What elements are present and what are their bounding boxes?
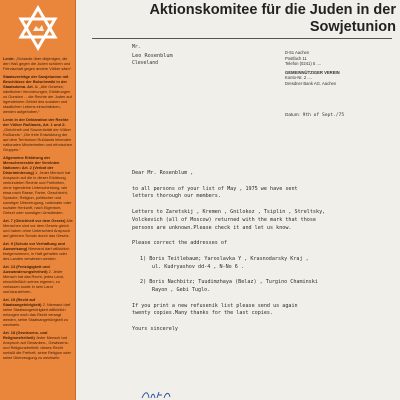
contact-pobox: Postfach 11	[285, 55, 307, 61]
sidebar-paragraph-text: Alle Menschen sind vor dem Gesetz gleich und haben ohne Unterschied Anspruch auf gleichen Schutz durch das Gesetz.	[3, 218, 73, 238]
paragraph-1-line: letters thorough our members.	[132, 193, 221, 200]
sidebar-paragraph-heading: Art. 9 (Schutz vor Verhaftung und Ausweisung)	[3, 241, 65, 251]
paragraph-1-line: to all persons of your list of May , 1975 we have sent	[132, 185, 298, 192]
correction-2-line: Rayon , Gebi Tuglo.	[152, 286, 211, 293]
sidebar-paragraph-heading: Art. 13 (Freizügigkeit und Auswanderungsfreiheit)	[3, 264, 50, 274]
paragraph-2-line: persons are unknown.Please check it and let us know.	[132, 224, 292, 231]
star-of-david-logo	[14, 4, 62, 52]
recipient-name: Leo Rosenblum	[132, 53, 173, 59]
recipient-title: Mr.	[132, 45, 141, 50]
sidebar-paragraph-heading: Art. 15 (Recht auf Staatsangehörigkeit)	[3, 297, 42, 307]
sidebar-paragraph-heading: Art. 7 (Gleichheit vor dem Gesetz)	[3, 218, 66, 223]
date-value: 9th of Sept./75	[302, 113, 345, 118]
sidebar-paragraph-text: Niemand darf willkürlich festgenommen, in Haft gehalten oder des Landes verwiesen werden.	[3, 246, 70, 261]
sidebar-paragraph-heading: Staatsverträge der Sowjetunion mit Beschlüsse der Bolschewiki in der Staatsdoma. Art. 1:	[3, 74, 69, 89]
sidebar-paragraph	[3, 297, 73, 327]
header-rule	[92, 38, 392, 39]
paragraph-4-line: If you print a new refusenik list please send us again	[132, 302, 298, 309]
closing: Yours sincerely	[132, 325, 179, 332]
sidebar-paragraph	[3, 56, 73, 71]
letter-date	[285, 112, 344, 118]
contact-phone: Telefon (0241) 5 ....	[285, 61, 322, 67]
sidebar-rights-column	[0, 0, 76, 400]
salutation: Dear Mr. Rosenblum ,	[132, 170, 194, 176]
letter-body	[132, 170, 396, 334]
sidebar-paragraph-text: Jeder Mensch hat Anspruch auf Gedanken-, Gewissens- und Religionsfreiheit; dieses Recht umfaßt die Freiheit, seine Religion oder seine Überzeugung zu wechseln.	[3, 335, 71, 360]
sidebar-paragraph-heading: Allgemeine Erklärung der Menschenrechte der Vereinten Nationen: Art. 2 (Verbot der Diskriminierung)	[3, 155, 60, 175]
handwritten-signature	[140, 390, 180, 400]
contact-block	[285, 50, 395, 87]
sidebar-paragraph	[3, 155, 73, 215]
contact-account: Konto-Nr. 2 ....	[285, 75, 312, 81]
correction-1-line: ul. Kudryashov dd-4 , N-No 6 .	[152, 263, 245, 270]
sidebar-paragraph	[3, 218, 73, 238]
paragraph-2-line: Letters to Zaretskij , Kremen , Gnilokoz , Tsiplin , Streltsky,	[132, 208, 326, 215]
sidebar-paragraph	[3, 241, 73, 261]
sidebar-paragraph-text: 2. Jeder Mensch hat das Recht, jedes Land, einschließlich seines eigenen, zu verlassen sowie in sein Land zurückzukehren.	[3, 269, 64, 294]
correction-1-line: 1) Boris Teitlebaum; Yaroslavka Y , Krasnodarsky Kraj ,	[140, 255, 309, 262]
sidebar-paragraph	[3, 330, 73, 360]
sidebar-paragraph-text: „Gleichheit und Souveränität der Völker Rußlands.“ „Die freie Entwicklung der auf dem Territorium Rußlands lebenden nationalen Minderheiten und ethnischen Gruppen.“	[3, 127, 73, 152]
paragraph-4-line: twenty copies.Many thanks for the last copies.	[132, 310, 274, 317]
org-title-line2: Sowjetunion	[309, 19, 396, 35]
contact-city: D-51 Aachen	[285, 50, 310, 55]
paragraph-1	[132, 186, 396, 202]
address-correction-2	[132, 279, 396, 295]
sidebar-paragraph-text: „Alle Gesetze, sämtlichen Verordnungen, Erklärungen zu Gunsten ... die Rechte der Juden auf irgendeinem Gebiet des sozialen und staatlichen Lebens einschränken, werden aufgehoben.“	[3, 84, 72, 114]
paragraph-3-intro: Please correct the addresses of	[132, 240, 228, 247]
sidebar-paragraph-heading: Lenin in der Deklaration der Rechte der Völker Rußlands, Art. 1 und 2:	[3, 117, 69, 127]
organization-title	[92, 2, 396, 36]
sidebar-paragraph	[3, 117, 73, 152]
sidebar-paragraph	[3, 264, 73, 294]
paragraph-2-line: Volckevich (all of Moscow) returned with the mark that those	[132, 216, 317, 223]
sidebar-text	[3, 56, 73, 400]
date-label: Datum:	[285, 112, 300, 117]
sidebar-paragraph	[3, 74, 73, 114]
correction-2-line: 2) Boris Nachbitz; Tuudimzhaya (Belaz) , Turgino Chaminski	[140, 279, 318, 286]
sidebar-paragraph-text: 1. Jeder Mensch hat Anspruch auf die in dieser Erklärung verkündeten Rechte und Freiheiten, ohne irgendeine Unterscheidung, wie etwa nach Rasse, Farbe, Geschlecht, Sprache, Religion, politischer und sonstiger Überzeugung, nationaler oder sozialer Herkunft, nach Eigentum, Geburt oder sonstigen Umständen.	[3, 170, 72, 215]
recipient-city: Cleveland	[132, 61, 158, 66]
sidebar-paragraph-text: 2. Niemand darf seine Staatsangehörigkeit willkürlich entzogen noch das Recht versagt werden, seine Staatsangehörigkeit zu wechseln.	[3, 302, 71, 327]
sidebar-paragraph-heading: Lenin:	[3, 56, 15, 61]
address-correction-1	[132, 256, 396, 272]
sidebar-paragraph-text: „Schande über diejenigen, die den Haß gegen die Juden schüren und Feindschaft gegen andere Völker säen“.	[3, 56, 73, 71]
sidebar-paragraph-heading: Art. 18 (Gewissens- und Religionsfreiheit)	[3, 330, 48, 340]
paragraph-4	[132, 303, 396, 319]
recipient-address	[132, 44, 173, 68]
paragraph-2	[132, 209, 396, 232]
contact-association: GEMEINNÜTZIGER VEREIN	[285, 69, 340, 75]
contact-bank: Dresdner Bank AG. Aachen	[285, 80, 337, 86]
org-title-line1: Aktionskomitee für die Juden in der	[149, 2, 396, 18]
